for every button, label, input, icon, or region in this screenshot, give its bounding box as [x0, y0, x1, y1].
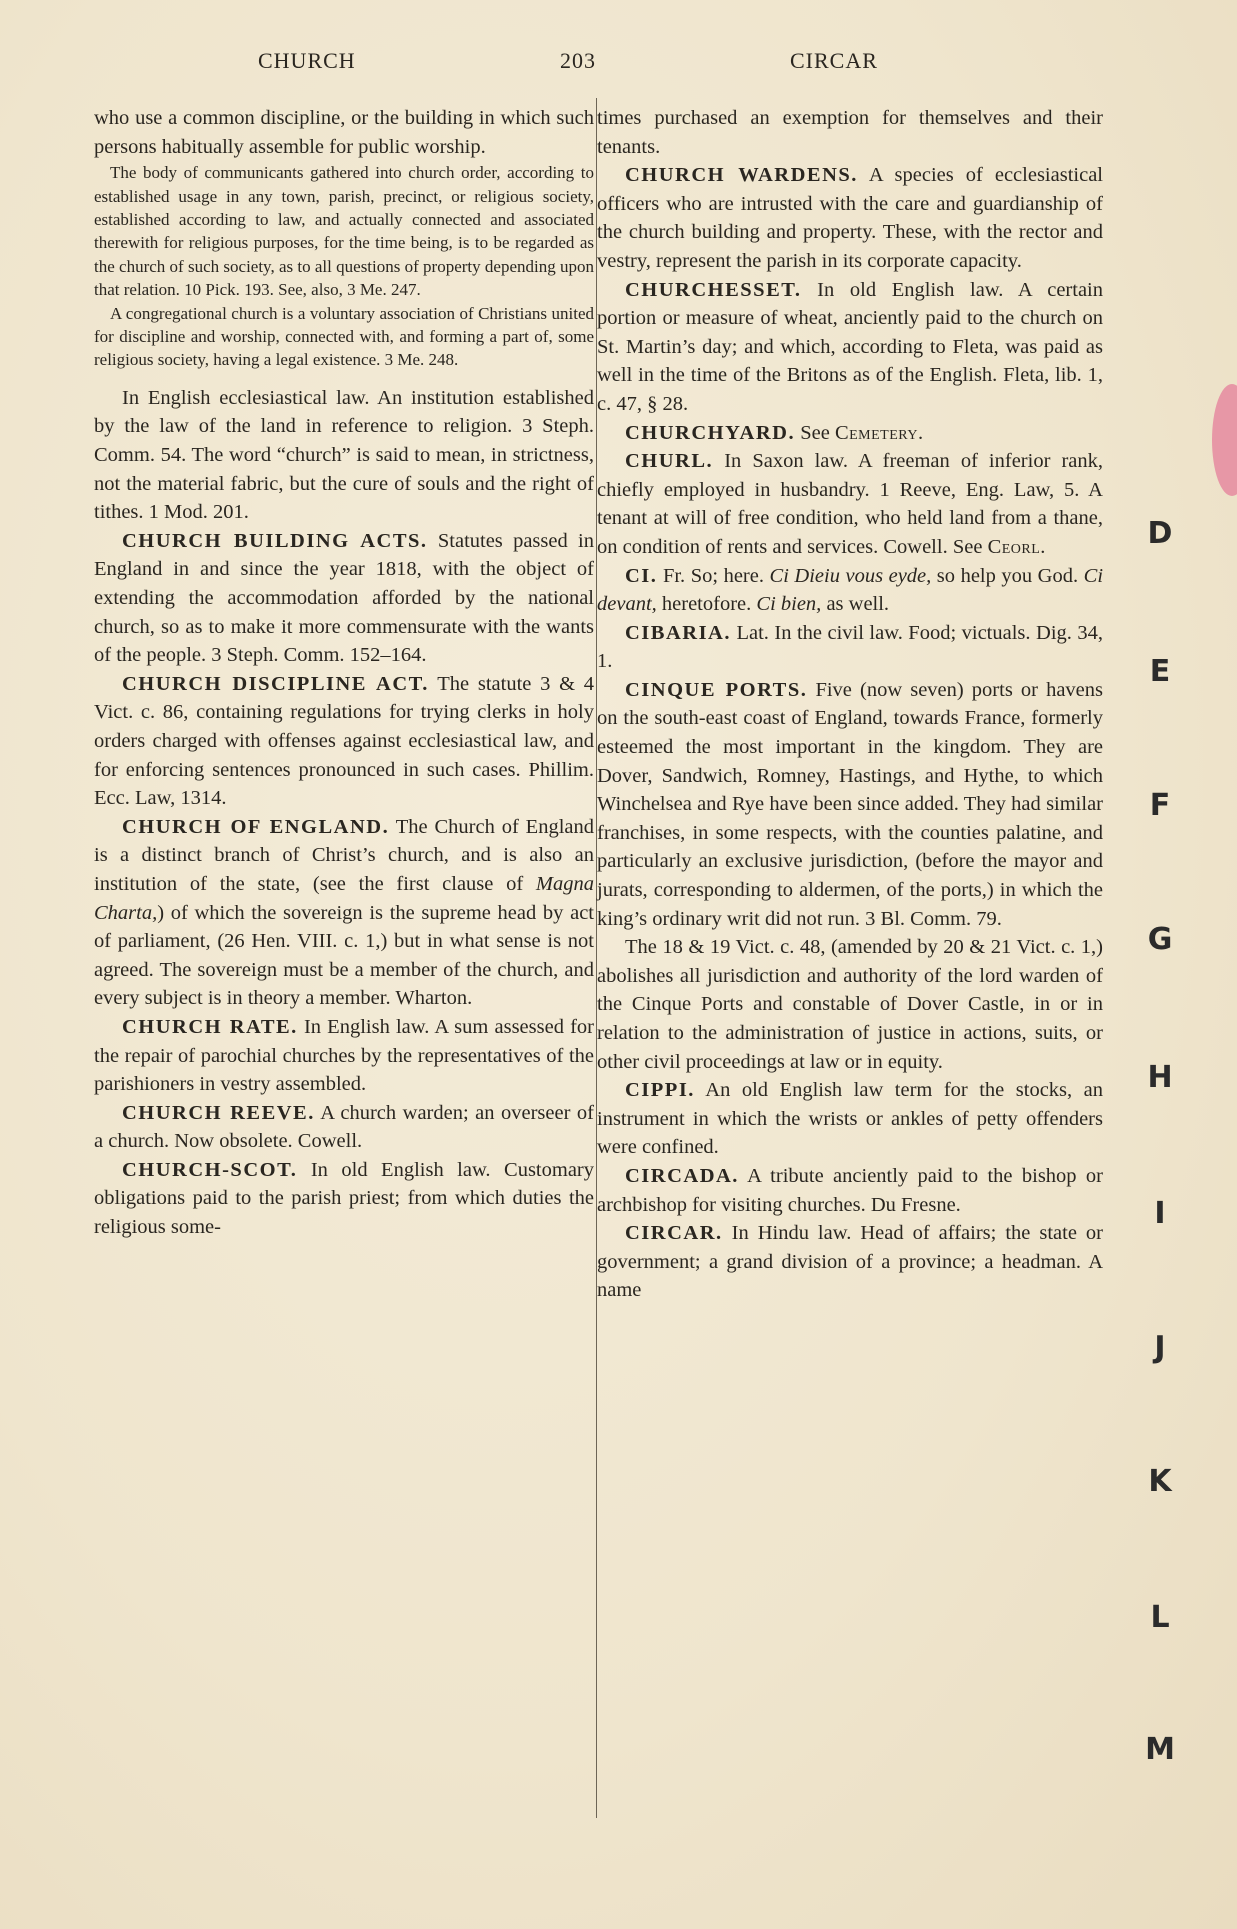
headword: CI.	[625, 564, 658, 587]
entry-note: The body of communicants gathered into church order, according to established usage in any town, parish, precinct, or religious society, established according to law, and actually connected and associated therewith for religious purposes, for the time being, is to be regarded as the church of such society, as to all questions of property depending upon that relation. 10 Pick. 193. See, also, 3 Me. 247.	[94, 163, 594, 300]
headword: CHURCH-SCOT.	[122, 1158, 298, 1181]
left-column	[94, 104, 594, 1242]
thumb-index-k[interactable]: K	[1148, 1464, 1172, 1499]
entry-cibaria: CIBARIA. Lat. In the civil law. Food; victuals. Dig. 34, 1.	[597, 621, 1103, 673]
entry-church-reeve: CHURCH REEVE. A church warden; an overseer of a church. Now obsolete. Cowell.	[94, 1101, 594, 1153]
page-number: 203	[560, 48, 596, 73]
headword: CHURCH REEVE.	[122, 1101, 315, 1124]
entry-cippi: CIPPI. An old English law term for the stocks, an instrument in which the wrists or ankles of petty offenders were confined.	[597, 1079, 1103, 1159]
headword: CHURCH RATE.	[122, 1015, 298, 1038]
headword: CIRCAR.	[625, 1222, 723, 1245]
entry-church-rate: CHURCH RATE. In English law. A sum assessed for the repair of parochial churches by the representatives of the parishioners in vestry assembled.	[94, 1015, 594, 1096]
headword: CHURCH OF ENGLAND.	[122, 815, 390, 838]
running-header	[0, 48, 1237, 84]
entry-church-building-acts: CHURCH BUILDING ACTS. Statutes passed in England in and since the year 1818, with the object of extending the accommodation afforded by the national church, so as to make it more commensurate with the wants of the people. 3 Steph. Comm. 152–164.	[94, 529, 594, 667]
thumb-tab-marker	[1212, 384, 1237, 496]
entry-churl: CHURL. In Saxon law. A freeman of inferior rank, chiefly employed in husbandry. 1 Reeve, Eng. Law, 5. A tenant at will of free condition, who held land from a thane, on condition of rents and services. Cowell. See Ceorl.	[597, 450, 1103, 558]
header-right-word: CIRCAR	[790, 48, 878, 73]
headword: CHURCH BUILDING ACTS.	[122, 529, 428, 552]
headword: CHURCHESSET.	[625, 278, 802, 301]
entry-churchesset: CHURCHESSET. In old English law. A certain portion or measure of wheat, anciently paid to the church on St. Martin’s day; and which, according to Fleta, was paid as well in the time of the Britons as of the English. Fleta, lib. 1, c. 47, § 28.	[597, 278, 1103, 415]
headword: CHURL.	[625, 450, 714, 473]
headword: CIPPI.	[625, 1079, 695, 1102]
headword: CHURCH WARDENS.	[625, 164, 858, 187]
thumb-index-i[interactable]: I	[1154, 1196, 1166, 1231]
headword: CIRCADA.	[625, 1164, 739, 1187]
entry-church-discipline-act: CHURCH DISCIPLINE ACT. The statute 3 & 4 Vict. c. 86, containing regulations for trying clerks in holy orders charged with offenses against ecclesiastical law, and for enforcing sentences pronounced in such cases. Phillim. Ecc. Law, 1314.	[94, 672, 595, 810]
entry-church-scot: CHURCH-SCOT. In old English law. Customary obligations paid to the parish priest; from which duties the religious some-	[94, 1158, 594, 1239]
entry-churchyard: CHURCHYARD. See Cemetery.	[625, 421, 924, 444]
thumb-index-l[interactable]: L	[1150, 1600, 1170, 1635]
headword: CHURCH DISCIPLINE ACT.	[122, 672, 429, 695]
cross-reference: Cemetery.	[834, 421, 924, 444]
entry-circar: CIRCAR. In Hindu law. Head of affairs; the state or government; a grand division of a province; a headman. A name	[597, 1222, 1103, 1302]
thumb-index-e[interactable]: E	[1149, 654, 1171, 689]
entry-continuation: times purchased an exemption for themselves and their tenants.	[597, 107, 1103, 158]
thumb-index-h[interactable]: H	[1147, 1060, 1173, 1095]
entry-cinque-ports: CINQUE PORTS. Five (now seven) ports or havens on the south-east coast of England, towards France, formerly esteemed the most important in the kingdom. They are Dover, Sandwich, Romney, Hastings, and Hythe, to which Winchelsea and Rye have been since added. They had similar franchises, in some respects, with the counties palatine, and particularly an exclusive jurisdiction, (before the mayor and jurats, corresponding to aldermen, of the ports,) in which the king’s ordinary writ did not run. 3 Bl. Comm. 79.	[597, 678, 1103, 930]
thumb-index-g[interactable]: G	[1147, 922, 1173, 957]
thumb-index-d[interactable]: D	[1147, 516, 1173, 551]
cross-reference: Ceorl.	[987, 535, 1046, 558]
entry-church-wardens: CHURCH WARDENS. A species of ecclesiastical officers who are intrusted with the care and guardianship of the church building and property. These, with the rector and vestry, represent the parish in its corporate capacity.	[597, 164, 1103, 272]
entry-ci: CI. Fr. So; here. Ci Dieiu vous eyde, so help you God. Ci devant, heretofore. Ci bien, as well.	[597, 564, 1104, 616]
entry-note: A congregational church is a voluntary association of Christians united for discipline and worship, connected with, and forming a part of, some religious society, having a legal existence. 3 Me. 248.	[94, 303, 594, 370]
thumb-index-m[interactable]: M	[1145, 1732, 1175, 1767]
right-column	[597, 104, 1103, 1305]
entry-continuation: who use a common discipline, or the building in which such persons habitually assemble for public worship.	[94, 107, 594, 158]
headword: CINQUE PORTS.	[625, 678, 808, 701]
thumb-index-j[interactable]: J	[1154, 1330, 1166, 1365]
headword: CHURCHYARD.	[625, 421, 796, 444]
entry-cinque-ports-note: The 18 & 19 Vict. c. 48, (amended by 20 & 21 Vict. c. 1,) abolishes all jurisdiction and authority of the lord warden of the Cinque Ports and constable of Dover Castle, in or in relation to the administration of justice in actions, suits, or other civil proceedings at law or in equity.	[597, 936, 1103, 1073]
entry-church-of-england: CHURCH OF ENGLAND. The Church of England is a distinct branch of Christ’s church, and is also an institution of the state, (see the first clause of Magna Charta,) of which the sovereign is the supreme head by act of parliament, (26 Hen. VIII. c. 1,) but in what sense is not agreed. The sovereign must be a member of the church, and every subject is in theory a member. Wharton.	[94, 815, 594, 1010]
header-left-word: CHURCH	[258, 48, 356, 73]
thumb-index-f[interactable]: F	[1149, 788, 1171, 823]
headword: CIBARIA.	[625, 621, 731, 644]
entry-paragraph: In English ecclesiastical law. An institution established by the law of the land in reference to religion. 3 Steph. Comm. 54. The word “church” is said to mean, in strictness, not the material fabric, but the cure of souls and the right of tithes. 1 Mod. 201.	[94, 386, 594, 524]
entry-circada: CIRCADA. A tribute anciently paid to the bishop or archbishop for visiting churches. Du Fresne.	[597, 1164, 1103, 1216]
